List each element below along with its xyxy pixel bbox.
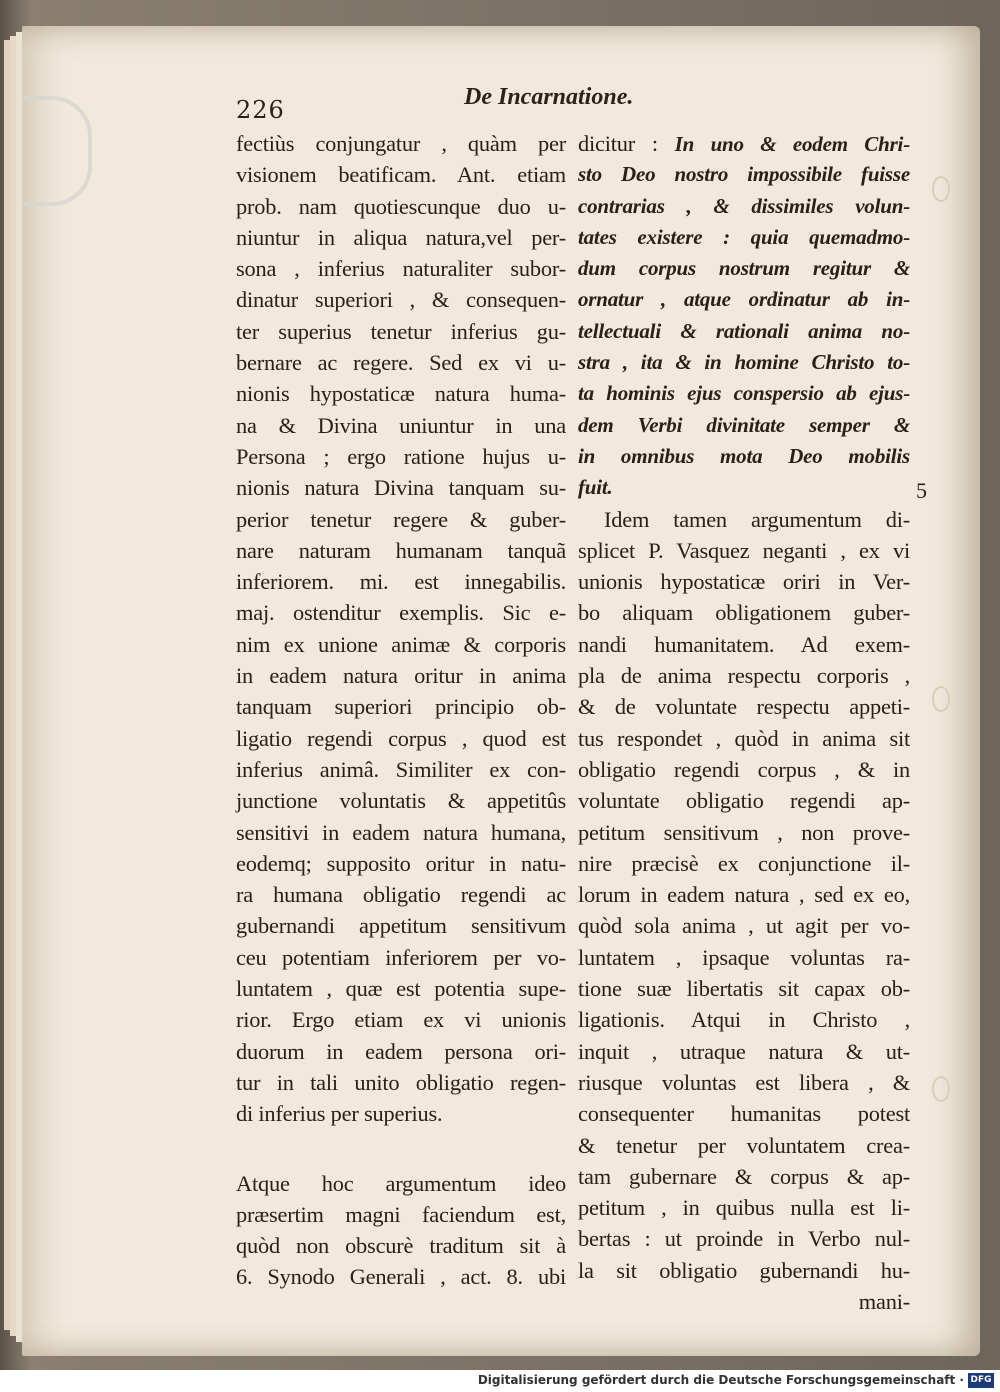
text-line: niuntur in aliqua natura,vel per-: [236, 224, 566, 250]
text-line: Atque hoc argumentum ideo: [236, 1170, 566, 1196]
text-line: bo aliquam obligationem guber-: [578, 600, 910, 626]
text-line: nionis natura Divina tanquam su-: [236, 475, 566, 501]
binding-thread-icon: [932, 686, 950, 712]
text-line: fectiùs conjungatur , quàm per: [236, 131, 566, 156]
text-line: junctione voluntatis & appetitûs: [236, 788, 566, 814]
text-line: inferius animâ. Similiter ex con-: [236, 756, 566, 782]
text-line: luntatem , ipsaque voluntas ra-: [578, 944, 910, 970]
binding-thread-icon: [932, 1076, 950, 1102]
text-line: ligationis. Atqui in Christo ,: [578, 1007, 910, 1033]
text-line: nionis hypostaticæ natura huma-: [236, 381, 566, 407]
text-line: unionis hypostaticæ oriri in Ver-: [578, 569, 910, 595]
text-line: luntatem , quæ est potentia supe-: [236, 976, 566, 1002]
quote-text: In uno & eodem Chri-: [674, 132, 910, 156]
margin-note: 5: [916, 478, 927, 503]
text-line: tus respondet , quòd in anima sit: [578, 725, 910, 751]
text-line: eodemq; supposito oritur in natu-: [236, 850, 566, 876]
text-line: stra , ita & in homine Christo to-: [578, 350, 910, 375]
page-title: De Incarnatione.: [464, 84, 634, 110]
text-line: tellectuali & rationali anima no-: [578, 318, 910, 343]
text-line: ceu potentiam inferiorem per vo-: [236, 944, 566, 970]
page-number: 226: [236, 96, 285, 124]
text-line: quòd sola anima , ut agit per vo-: [578, 913, 910, 939]
text-line: inquit , utraque natura & ut-: [578, 1038, 910, 1064]
text-line: obligatio regendi corpus , & in: [578, 756, 910, 782]
paragraph: [236, 128, 566, 1130]
text-line: nire præcisè ex conjunctione il-: [578, 850, 910, 876]
text-line: quòd non obscurè traditum sit à: [236, 1233, 566, 1259]
text-line: ta hominis ejus conspersio ab ejus-: [578, 381, 910, 406]
text-line: bertas : ut proinde in Verbo nul-: [578, 1226, 910, 1252]
text-line: ter superius tenetur inferius gu-: [236, 318, 566, 344]
text-line: gubernandi appetitum sensitivum: [236, 913, 566, 939]
text-line: visionem beatificam. Ant. etiam: [236, 162, 566, 188]
text-line: sto Deo nostro impossibile fuisse: [578, 162, 910, 187]
text-line: petitum sensitivum , non prove-: [578, 819, 910, 845]
text-line: rior. Ergo etiam ex vi unionis: [236, 1007, 566, 1033]
text-line: tanquam superiori principio ob-: [236, 694, 566, 720]
text-line: ornatur , atque ordinatur ab in-: [578, 287, 910, 312]
text-line: tam gubernare & corpus & ap-: [578, 1163, 910, 1189]
text-line: & de voluntate respectu appeti-: [578, 694, 910, 720]
text-line: præsertim magni faciendum est,: [236, 1201, 566, 1227]
text-line: perior tenetur regere & guber-: [236, 506, 566, 532]
text-line: ra humana obligatio regendi ac: [236, 882, 566, 908]
text-line: bernare ac regere. Sed ex vi u-: [236, 350, 566, 376]
quote-intro: dicitur :: [578, 131, 675, 156]
text-line: in eadem natura oritur in anima: [236, 663, 566, 689]
text-line: consequenter humanitas potest: [578, 1101, 910, 1127]
funding-credit: Digitalisierung gefördert durch die Deutsche Forschungsgemeinschaft ·: [477, 1373, 964, 1387]
text-line: 6. Synodo Generali , act. 8. ubi: [236, 1264, 566, 1290]
right-text-column: [578, 128, 910, 1317]
dfg-logo-icon: DFG: [968, 1373, 994, 1388]
text-line: sensitivi in eadem natura humana,: [236, 819, 566, 845]
paragraph: [236, 1168, 566, 1293]
text-line: nare naturam humanam tanquã: [236, 537, 566, 563]
text-line: pla de anima respectu corporis ,: [578, 663, 910, 689]
catchword: mani-: [858, 1288, 910, 1314]
text-line: dem Verbi divinitate semper &: [578, 412, 910, 437]
text-line: voluntate obligatio regendi ap-: [578, 788, 910, 814]
text-line: sona , inferius naturaliter subor-: [236, 256, 566, 282]
text-line: dinatur superiori , & consequen-: [236, 287, 566, 313]
text-line: Idem tamen argumentum di-: [604, 506, 910, 532]
text-line: dum corpus nostrum regitur &: [578, 256, 910, 281]
text-line: tates existere : quia quemadmo-: [578, 224, 910, 249]
text-line: nim ex unione animæ & corporis: [236, 631, 566, 657]
text-line: maj. ostenditur exemplis. Sic e-: [236, 600, 566, 626]
binding-thread-icon: [932, 176, 950, 202]
synod-quotation: [578, 159, 910, 503]
paragraph: [578, 504, 910, 1286]
text-line: [578, 128, 910, 159]
text-line: fuit.: [578, 475, 613, 500]
text-line: nandi humanitatem. Ad exem-: [578, 631, 910, 657]
text-line: di inferius per superius.: [236, 1101, 443, 1127]
text-line: tione suæ libertatis sit capax ob-: [578, 976, 910, 1002]
running-head: [236, 84, 906, 124]
text-line: splicet P. Vasquez neganti , ex vi: [578, 537, 910, 563]
text-line: lorum in eadem natura , sed ex eo,: [578, 882, 910, 908]
text-line: la sit obligatio gubernandi hu-: [578, 1257, 910, 1283]
text-line: riusque voluntas est libera , &: [578, 1069, 910, 1095]
text-line: inferiorem. mi. est innegabilis.: [236, 569, 566, 595]
left-text-column: [236, 128, 566, 1293]
digitization-footer: [0, 1370, 1000, 1392]
text-line: tur in tali unito obligatio regen-: [236, 1069, 566, 1095]
text-line: & tenetur per voluntatem crea-: [578, 1132, 910, 1158]
text-line: in omnibus mota Deo mobilis: [578, 443, 910, 468]
text-line: duorum in eadem persona ori-: [236, 1038, 566, 1064]
text-line: ligatio regendi corpus , quod est: [236, 725, 566, 751]
text-line: contrarias , & dissimiles volun-: [578, 193, 910, 218]
paper-clip-icon: [22, 96, 92, 206]
paragraph-gap: [236, 1130, 566, 1168]
text-line: petitum , in quibus nulla est li-: [578, 1195, 910, 1221]
text-line: prob. nam quotiescunque duo u-: [236, 193, 566, 219]
text-line: na & Divina uniuntur in una: [236, 412, 566, 438]
text-line: Persona ; ergo ratione hujus u-: [236, 443, 566, 469]
